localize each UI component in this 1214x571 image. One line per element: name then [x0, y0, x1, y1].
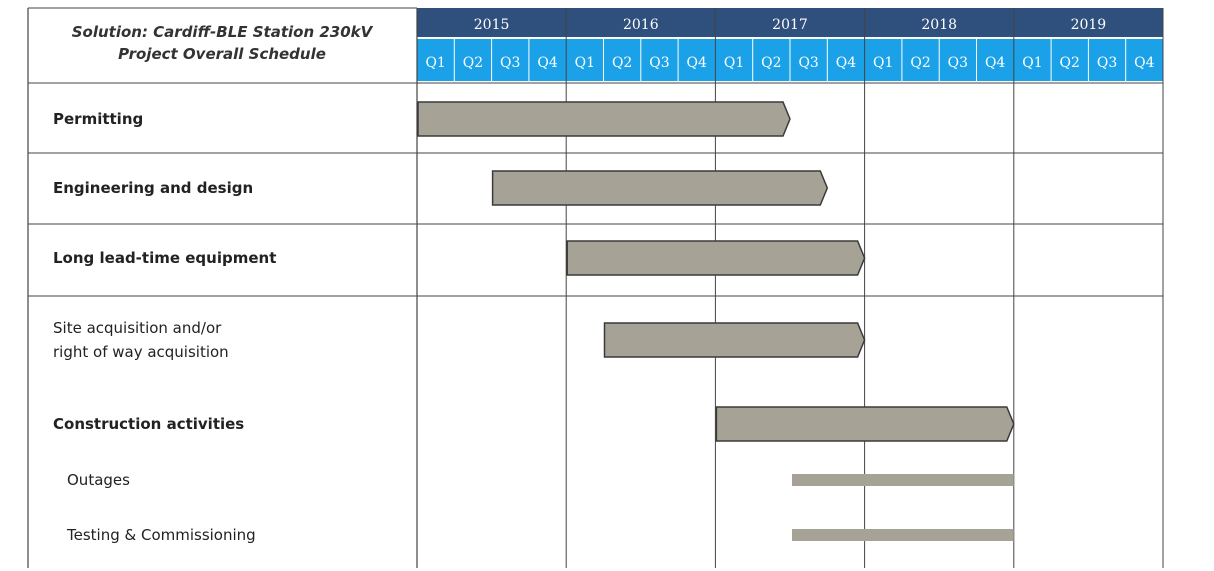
task-label [53, 319, 229, 361]
task-label-line: right of way acquisition [53, 343, 229, 361]
task-label-line: Testing & Commissioning [67, 526, 256, 544]
task-label [67, 471, 130, 489]
chart-title-line-1: Solution: Cardiff-BLE Station 230kV [71, 23, 373, 41]
task-line-bar [792, 529, 1014, 541]
axis-labels [53, 17, 1155, 544]
quarter-label: Q4 [835, 55, 857, 71]
task-label [66, 526, 256, 544]
quarter-label: Q3 [649, 55, 670, 71]
year-label: 2016 [622, 17, 659, 33]
quarter-label: Q2 [910, 55, 931, 71]
task-label [53, 249, 276, 267]
quarter-label: Q3 [947, 55, 969, 71]
quarter-label: Q2 [1059, 55, 1080, 71]
task-label [53, 415, 244, 433]
quarter-label: Q2 [611, 55, 633, 71]
quarter-label: Q3 [1096, 55, 1118, 71]
quarter-label: Q1 [723, 55, 745, 71]
year-label: 2018 [921, 17, 958, 33]
quarter-label: Q1 [574, 55, 596, 71]
quarter-label: Q4 [686, 55, 707, 71]
task-bar [493, 171, 828, 205]
chart-title-line-2: Project Overall Schedule [118, 45, 326, 63]
task-bar [716, 407, 1013, 441]
task-bar [605, 323, 865, 357]
year-label: 2015 [473, 17, 510, 33]
task-label-line: Site acquisition and/or [53, 319, 222, 337]
task-label [53, 110, 143, 128]
task-line-bar [792, 474, 1014, 486]
year-label: 2019 [1070, 17, 1107, 33]
year-label: 2017 [772, 17, 808, 33]
task-label-line: Permitting [53, 110, 144, 128]
quarter-label: Q2 [761, 55, 782, 71]
task-label [53, 179, 253, 197]
task-label-line: Long lead-time equipment [53, 249, 277, 267]
quarter-label: Q3 [500, 55, 521, 71]
quarter-label: Q3 [798, 55, 819, 71]
quarter-label: Q4 [984, 55, 1006, 71]
task-bar [418, 102, 790, 136]
quarter-label: Q1 [425, 55, 446, 71]
quarter-label: Q1 [1022, 55, 1043, 71]
quarter-label: Q4 [1134, 55, 1155, 71]
quarter-label: Q1 [873, 55, 894, 71]
task-label-line: Outages [67, 471, 130, 489]
task-label-line: Construction activities [53, 415, 245, 433]
quarter-label: Q4 [537, 55, 558, 71]
task-label-line: Engineering and design [53, 179, 254, 197]
quarter-label: Q2 [462, 55, 484, 71]
task-bar [567, 241, 864, 275]
